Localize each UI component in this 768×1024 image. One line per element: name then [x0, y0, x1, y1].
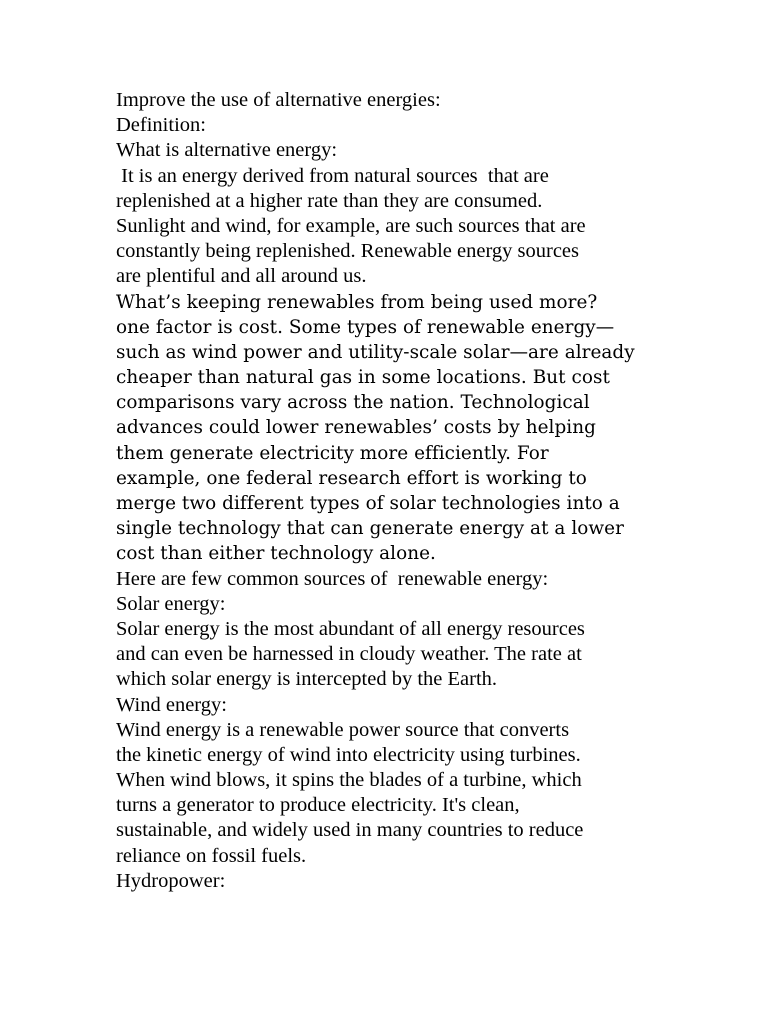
- text-line: and can even be harnessed in cloudy weather. The rate at: [116, 643, 582, 666]
- text-line: Here are few common sources of renewable energy:: [116, 567, 549, 590]
- text-line: cost than either technology alone.: [116, 543, 436, 565]
- text-line: Definition:: [116, 114, 206, 137]
- text-line: advances could lower renewables’ costs by helping: [116, 417, 596, 439]
- text-line: cheaper than natural gas in some locations. But cost: [116, 367, 610, 389]
- text-line: Hydropower:: [116, 869, 226, 892]
- text-line: example, one federal research effort is working to: [116, 467, 587, 489]
- heading-hydropower: [116, 869, 656, 894]
- text-line: reliance on fossil fuels.: [116, 844, 307, 867]
- text-line: merge two different types of solar technologies into a: [116, 493, 620, 514]
- text-line: Wind energy is a renewable power source that converts: [116, 718, 570, 741]
- text-line: What’s keeping renewables from being used more?: [116, 291, 598, 313]
- text-line: which solar energy is intercepted by the Earth.: [116, 668, 498, 691]
- paragraph-keeping-renewables: [116, 290, 656, 567]
- text-line: replenished at a higher rate than they are consumed.: [116, 189, 543, 212]
- text-line: It is an energy derived from natural sources that are: [116, 164, 549, 187]
- text-line: When wind blows, it spins the blades of a turbine, which: [116, 769, 582, 792]
- document-body: [116, 88, 656, 894]
- paragraph-wind: [116, 718, 656, 869]
- text-line: them generate electricity more efficiently. For: [116, 442, 549, 464]
- text-line: the kinetic energy of wind into electricity using turbines.: [116, 743, 581, 766]
- text-line: Sunlight and wind, for example, are such sources that are: [116, 214, 586, 237]
- heading-improve: [116, 88, 656, 113]
- text-line: such as wind power and utility-scale solar—are already: [116, 341, 635, 363]
- heading-wind: [116, 693, 656, 718]
- heading-what-is: [116, 138, 656, 163]
- heading-definition: [116, 113, 656, 138]
- text-line: are plentiful and all around us.: [116, 265, 367, 288]
- text-line: comparisons vary across the nation. Technological: [116, 392, 590, 414]
- text-line: Solar energy:: [116, 592, 226, 615]
- text-line: What is alternative energy:: [116, 139, 338, 162]
- text-line: one factor is cost. Some types of renewable energy—: [116, 316, 615, 338]
- heading-solar: [116, 592, 656, 617]
- text-line: Wind energy:: [116, 693, 227, 716]
- text-line: Solar energy is the most abundant of all energy resources: [116, 617, 585, 640]
- text-line: turns a generator to produce electricity. It's clean,: [116, 794, 520, 817]
- paragraph-definition: [116, 164, 656, 290]
- text-line: single technology that can generate energy at a lower: [116, 518, 624, 540]
- text-line: sustainable, and widely used in many countries to reduce: [116, 819, 584, 842]
- paragraph-solar: [116, 617, 656, 693]
- text-line: Improve the use of alternative energies:: [116, 89, 441, 111]
- text-line: constantly being replenished. Renewable energy sources: [116, 240, 580, 263]
- heading-common-sources: [116, 567, 656, 592]
